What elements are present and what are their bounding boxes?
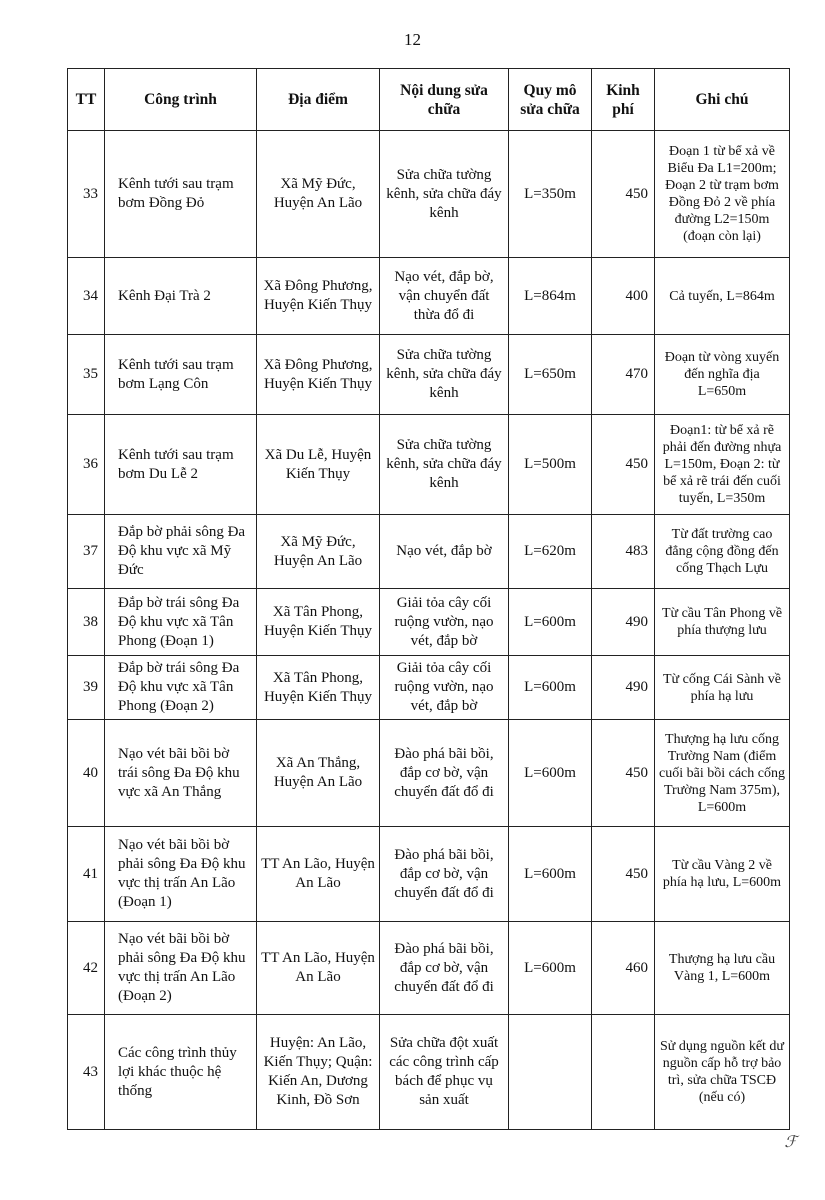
table-cell-location: Xã Mỹ Đức, Huyện An Lão <box>257 515 380 589</box>
table-row <box>68 1015 790 1130</box>
table-cell-scale: L=600m <box>509 656 592 720</box>
table-cell-tt: 34 <box>68 258 105 335</box>
table-cell-location: Xã Tân Phong, Huyện Kiến Thụy <box>257 656 380 720</box>
table-cell-scale: L=600m <box>509 827 592 922</box>
table-cell-content: Giải tỏa cây cối ruộng vườn, nạo vét, đắp bờ <box>380 589 509 656</box>
table-cell-location: TT An Lão, Huyện An Lão <box>257 827 380 922</box>
table-cell-note: Đoạn từ vòng xuyến đến nghĩa địa L=650m <box>655 335 790 415</box>
handwritten-mark: ℱ <box>784 1134 797 1151</box>
table-cell-location: Xã Tân Phong, Huyện Kiến Thụy <box>257 589 380 656</box>
table-cell-tt: 39 <box>68 656 105 720</box>
table-cell-name: Kênh Đại Trà 2 <box>105 258 257 335</box>
table-row <box>68 131 790 258</box>
table-cell-tt: 33 <box>68 131 105 258</box>
table-cell-content: Sửa chữa tường kênh, sửa chữa đáy kênh <box>380 415 509 515</box>
table-row <box>68 415 790 515</box>
table-cell-scale: L=864m <box>509 258 592 335</box>
table-cell-name: Kênh tưới sau trạm bơm Du Lễ 2 <box>105 415 257 515</box>
table-row <box>68 922 790 1015</box>
table-cell-content: Nạo vét, đắp bờ <box>380 515 509 589</box>
table-row <box>68 827 790 922</box>
table-cell-scale: L=620m <box>509 515 592 589</box>
table-cell-name: Kênh tưới sau trạm bơm Lạng Côn <box>105 335 257 415</box>
table-row <box>68 656 790 720</box>
repair-works-table <box>67 68 790 1130</box>
table-cell-cost: 450 <box>592 720 655 827</box>
table-row <box>68 720 790 827</box>
table-cell-note: Từ đất trường cao đẳng cộng đồng đến cống Thạch Lựu <box>655 515 790 589</box>
table-cell-location: Xã An Thắng, Huyện An Lão <box>257 720 380 827</box>
table-cell-scale: L=600m <box>509 720 592 827</box>
table-cell-name: Nạo vét bãi bồi bờ trái sông Đa Độ khu vực xã An Thắng <box>105 720 257 827</box>
table-cell-note: Từ cống Cái Sành về phía hạ lưu <box>655 656 790 720</box>
table-cell-content: Sửa chữa tường kênh, sửa chữa đáy kênh <box>380 131 509 258</box>
table-row <box>68 589 790 656</box>
table-cell-note: Thượng hạ lưu cầu Vàng 1, L=600m <box>655 922 790 1015</box>
table-cell-note: Thượng hạ lưu cống Trường Nam (điểm cuối bãi bồi cách cống Trường Nam 375m), L=600m <box>655 720 790 827</box>
table-cell-tt: 40 <box>68 720 105 827</box>
table-cell-location: Xã Mỹ Đức, Huyện An Lão <box>257 131 380 258</box>
header-scale: Quy mô sửa chữa <box>509 69 592 131</box>
table-cell-scale: L=350m <box>509 131 592 258</box>
header-tt: TT <box>68 69 105 131</box>
table-cell-note: Từ cầu Tân Phong về phía thượng lưu <box>655 589 790 656</box>
table-cell-cost: 490 <box>592 589 655 656</box>
table-cell-name: Đắp bờ phải sông Đa Độ khu vực xã Mỹ Đức <box>105 515 257 589</box>
header-row <box>68 69 790 131</box>
table-cell-content: Sửa chữa đột xuất các công trình cấp bách để phục vụ sản xuất <box>380 1015 509 1130</box>
table-cell-location: TT An Lão, Huyện An Lão <box>257 922 380 1015</box>
table-cell-scale <box>509 1015 592 1130</box>
table-row <box>68 515 790 589</box>
table-cell-cost: 450 <box>592 415 655 515</box>
table-cell-name: Các công trình thủy lợi khác thuộc hệ thống <box>105 1015 257 1130</box>
table-cell-cost: 450 <box>592 827 655 922</box>
table-cell-content: Đào phá bãi bồi, đắp cơ bờ, vận chuyển đất đổ đi <box>380 827 509 922</box>
table-cell-cost: 400 <box>592 258 655 335</box>
table-cell-content: Đào phá bãi bồi, đắp cơ bờ, vận chuyển đất đổ đi <box>380 922 509 1015</box>
table-cell-name: Nạo vét bãi bồi bờ phải sông Đa Độ khu vực thị trấn An Lão (Đoạn 1) <box>105 827 257 922</box>
table-cell-name: Kênh tưới sau trạm bơm Đồng Đỏ <box>105 131 257 258</box>
table-cell-cost: 483 <box>592 515 655 589</box>
table-cell-content: Giải tỏa cây cối ruộng vườn, nạo vét, đắp bờ <box>380 656 509 720</box>
table-cell-scale: L=500m <box>509 415 592 515</box>
table-cell-tt: 38 <box>68 589 105 656</box>
table-row <box>68 335 790 415</box>
table-cell-note: Từ cầu Vàng 2 về phía hạ lưu, L=600m <box>655 827 790 922</box>
table-cell-cost: 470 <box>592 335 655 415</box>
table-cell-scale: L=600m <box>509 589 592 656</box>
table-cell-cost: 490 <box>592 656 655 720</box>
header-cost: Kinh phí <box>592 69 655 131</box>
table-cell-tt: 42 <box>68 922 105 1015</box>
table-cell-note: Cả tuyến, L=864m <box>655 258 790 335</box>
table-cell-location: Huyện: An Lão, Kiến Thụy; Quận: Kiến An, Dương Kinh, Đồ Sơn <box>257 1015 380 1130</box>
table-cell-location: Xã Đông Phương, Huyện Kiến Thụy <box>257 258 380 335</box>
table-cell-location: Xã Du Lễ, Huyện Kiến Thụy <box>257 415 380 515</box>
table-cell-note: Đoạn 1 từ bể xả về Biểu Đa L1=200m; Đoạn 2 từ trạm bơm Đồng Đỏ 2 về phía đường L2=150m (đoạn còn lại) <box>655 131 790 258</box>
table-cell-note: Sử dụng nguồn kết dư nguồn cấp hỗ trợ bảo trì, sửa chữa TSCĐ (nếu có) <box>655 1015 790 1130</box>
header-name: Công trình <box>105 69 257 131</box>
table-cell-name: Nạo vét bãi bồi bờ phải sông Đa Độ khu vực thị trấn An Lão (Đoạn 2) <box>105 922 257 1015</box>
table-cell-location: Xã Đông Phương, Huyện Kiến Thụy <box>257 335 380 415</box>
table-cell-note: Đoạn1: từ bể xả rẽ phải đến đường nhựa L=150m, Đoạn 2: từ bể xả rẽ trái đến cuối tuyến, L=350m <box>655 415 790 515</box>
page-number: 12 <box>404 30 421 49</box>
table-cell-tt: 36 <box>68 415 105 515</box>
table-cell-scale: L=650m <box>509 335 592 415</box>
table-row <box>68 258 790 335</box>
header-note: Ghi chú <box>655 69 790 131</box>
table-cell-content: Sửa chữa tường kênh, sửa chữa đáy kênh <box>380 335 509 415</box>
table-cell-scale: L=600m <box>509 922 592 1015</box>
header-content: Nội dung sửa chữa <box>380 69 509 131</box>
table-cell-tt: 41 <box>68 827 105 922</box>
table-cell-tt: 35 <box>68 335 105 415</box>
header-location: Địa điểm <box>257 69 380 131</box>
table-cell-tt: 43 <box>68 1015 105 1130</box>
table-cell-content: Đào phá bãi bồi, đắp cơ bờ, vận chuyển đất đổ đi <box>380 720 509 827</box>
table-cell-cost: 460 <box>592 922 655 1015</box>
table-cell-name: Đắp bờ trái sông Đa Độ khu vực xã Tân Phong (Đoạn 1) <box>105 589 257 656</box>
table-cell-cost: 450 <box>592 131 655 258</box>
table-cell-tt: 37 <box>68 515 105 589</box>
table-cell-name: Đắp bờ trái sông Đa Độ khu vực xã Tân Phong (Đoạn 2) <box>105 656 257 720</box>
table-cell-content: Nạo vét, đắp bờ, vận chuyển đất thừa đổ đi <box>380 258 509 335</box>
table-cell-cost <box>592 1015 655 1130</box>
